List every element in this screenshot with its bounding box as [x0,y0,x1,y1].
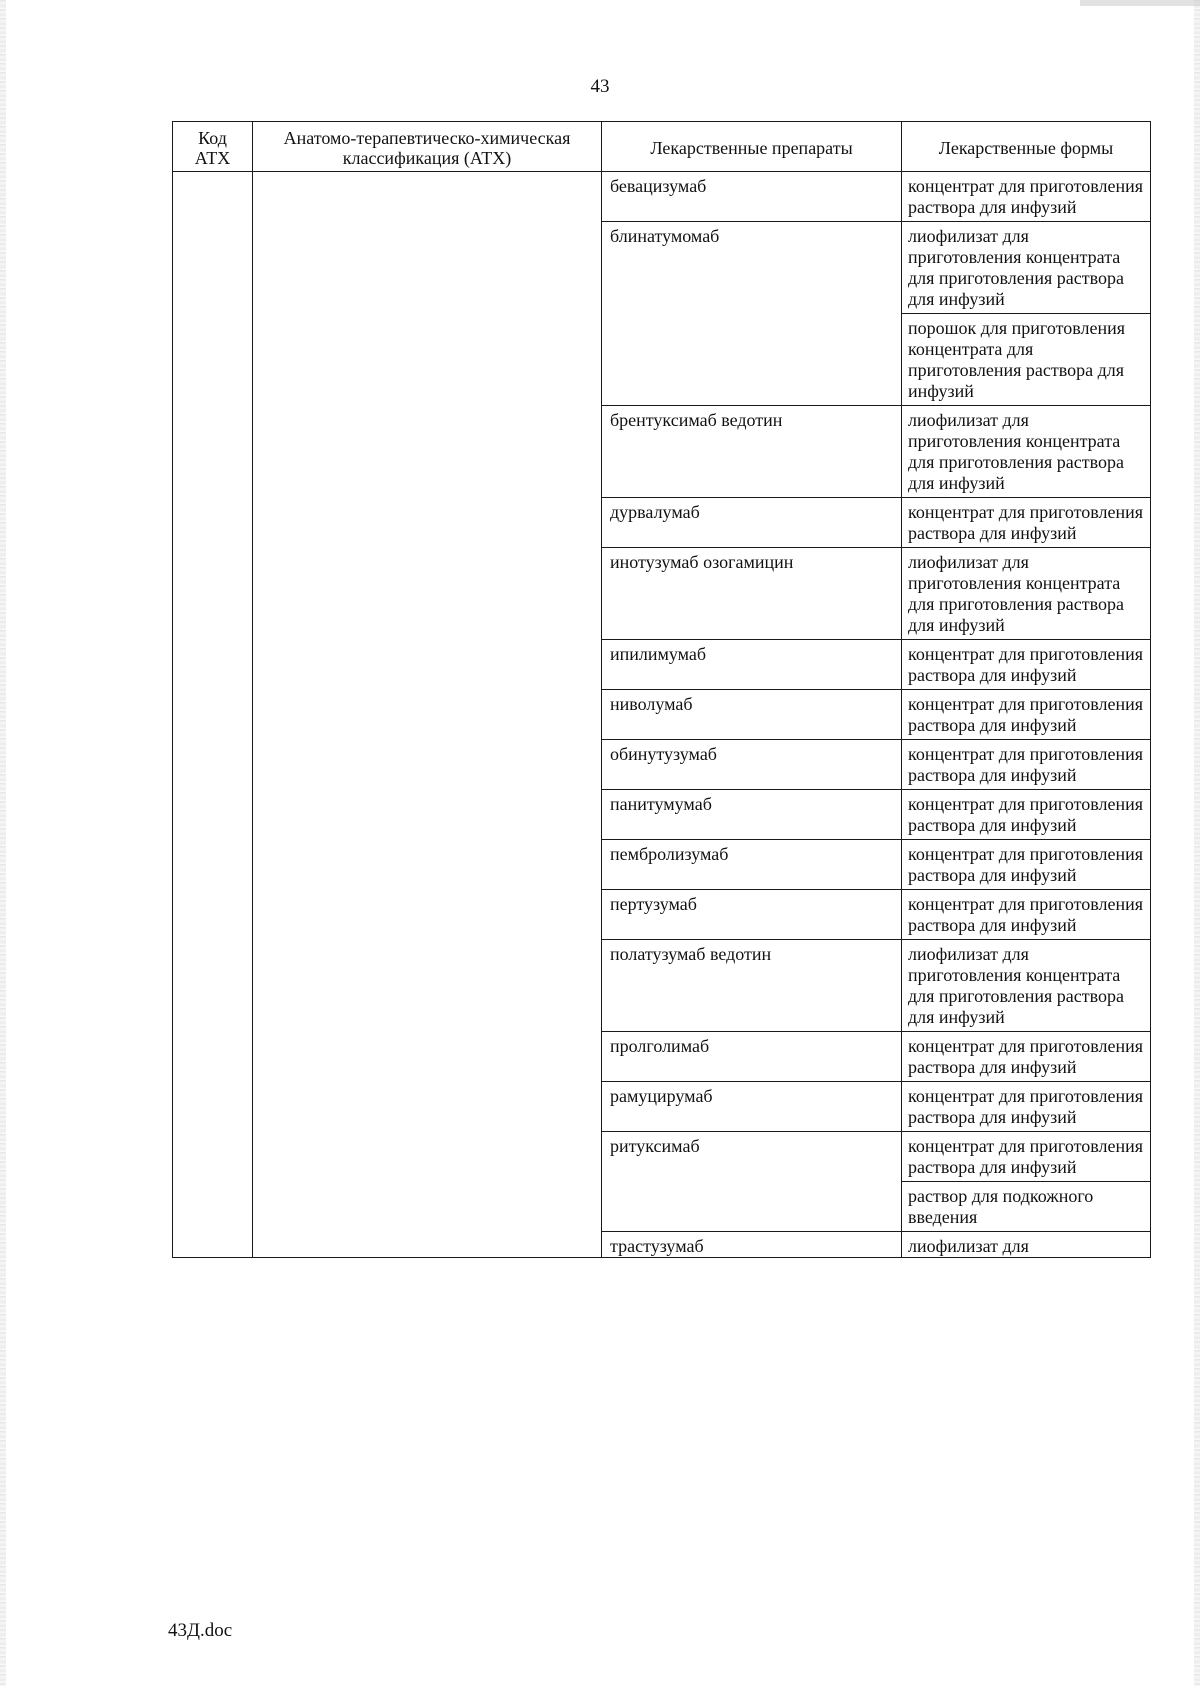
table-row [173,172,1151,222]
cell-form: лиофилизат для приготовления концентрата для приготовления раствора для инфузий [902,406,1151,498]
cell-drug: инотузумаб озогамицин [602,548,902,640]
header-preparations: Лекарственные препараты [602,122,902,172]
cell-form: лиофилизат для приготовления концентрата для приготовления раствора для инфузий [902,222,1151,314]
cell-form: концентрат для приготовления раствора для инфузий [902,1082,1151,1132]
header-classification: Анатомо-терапевтическо-химическая классификация (АТХ) [253,122,602,172]
cell-drug: брентуксимаб ведотин [602,406,902,498]
footer-filename: 43Д.doc [168,1620,233,1641]
cell-form: концентрат для приготовления раствора для инфузий [902,1132,1151,1182]
cell-drug: пембролизумаб [602,840,902,890]
cell-drug: дурвалумаб [602,498,902,548]
cell-drug: ипилимумаб [602,640,902,690]
cell-code-empty [173,172,253,1258]
cell-form: концентрат для приготовления раствора для инфузий [902,790,1151,840]
table-body [173,172,1151,1258]
cell-form: лиофилизат для приготовления концентрата для приготовления раствора для инфузий [902,548,1151,640]
cell-form: лиофилизат для приготовления концентрата для приготовления раствора для инфузий [902,940,1151,1032]
cell-form: порошок для приготовления концентрата для приготовления раствора для инфузий [902,314,1151,406]
cell-drug: рамуцирумаб [602,1082,902,1132]
cell-form: концентрат для приготовления раствора для инфузий [902,840,1151,890]
cell-drug: панитумумаб [602,790,902,840]
scan-edge-left [0,0,6,1686]
cell-drug: пертузумаб [602,890,902,940]
cell-form: концентрат для приготовления раствора для инфузий [902,172,1151,222]
cell-form: раствор для подкожного введения [902,1182,1151,1232]
scan-edge-right [1194,0,1200,1686]
cell-form: концентрат для приготовления раствора для инфузий [902,1032,1151,1082]
cell-form: концентрат для приготовления раствора для инфузий [902,690,1151,740]
cell-drug: блинатумомаб [602,222,902,406]
cell-drug: ритуксимаб [602,1132,902,1232]
cell-drug: обинутузумаб [602,740,902,790]
cell-drug: пролголимаб [602,1032,902,1082]
cell-classification-empty [253,172,602,1258]
header-code: Код АТХ [173,122,253,172]
cell-drug: бевацизумаб [602,172,902,222]
cell-drug: ниволумаб [602,690,902,740]
cell-form: концентрат для приготовления раствора для инфузий [902,740,1151,790]
cell-form: концентрат для приготовления раствора для инфузий [902,640,1151,690]
table-header-row [173,122,1151,172]
cell-form: лиофилизат для [902,1232,1151,1258]
page-number: 43 [590,76,610,97]
scan-corner [1080,0,1200,6]
drug-table [172,121,1151,1258]
cell-form: концентрат для приготовления раствора для инфузий [902,890,1151,940]
cell-form: концентрат для приготовления раствора для инфузий [902,498,1151,548]
cell-drug: полатузумаб ведотин [602,940,902,1032]
cell-drug: трастузумаб [602,1232,902,1258]
header-forms: Лекарственные формы [902,122,1151,172]
